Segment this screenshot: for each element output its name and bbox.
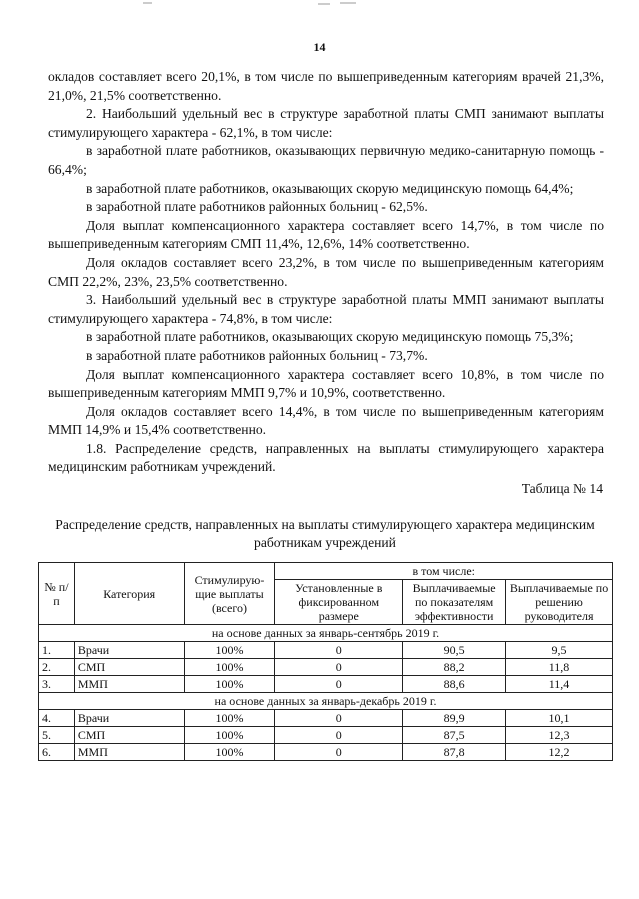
table-cell: Врачи xyxy=(74,710,184,727)
section-row xyxy=(39,693,613,710)
table-row xyxy=(39,744,613,761)
table-title: Распределение средств, направленных на выплаты стимулирующего характера медицинским работникам учреждений xyxy=(55,517,595,550)
header-category: Категория xyxy=(74,563,184,625)
table-cell: 0 xyxy=(275,727,403,744)
section-label: на основе данных за январь-декабрь 2019 г. xyxy=(39,693,613,710)
paragraph: в заработной плате работников районных больниц - 73,7%. xyxy=(86,347,428,363)
table-cell: ММП xyxy=(74,676,184,693)
table-cell: 0 xyxy=(275,676,403,693)
table-cell: Врачи xyxy=(74,642,184,659)
table-cell: 0 xyxy=(275,744,403,761)
table-cell: ММП xyxy=(74,744,184,761)
header-including: в том числе: xyxy=(275,563,613,580)
section-row xyxy=(39,625,613,642)
header-head-decision: Выплачиваемые по решению руководителя xyxy=(506,580,613,625)
table-cell: 2. xyxy=(39,659,75,676)
paragraph: 2. Наибольший удельный вес в структуре заработной платы СМП занимают выплаты стимулирующего характера - 62,1%, в том числе: xyxy=(48,106,604,140)
header-performance: Выплачиваемые по показателям эффективности xyxy=(403,580,506,625)
paragraph: в заработной плате работников, оказывающих скорую медицинскую помощь 75,3%; xyxy=(86,329,574,345)
header-num: № п/п xyxy=(39,563,75,625)
table-cell: 87,8 xyxy=(403,744,506,761)
table-cell: 89,9 xyxy=(403,710,506,727)
table-cell: СМП xyxy=(74,727,184,744)
paragraph: 3. Наибольший удельный вес в структуре заработной платы ММП занимают выплаты стимулирующего характера - 74,8%, в том числе: xyxy=(48,292,604,326)
section-label: на основе данных за январь-сентябрь 2019 г. xyxy=(39,625,613,642)
paragraph: Доля выплат компенсационного характера составляет всего 10,8%, в том числе по вышеприведенным категориям ММП 9,7% и 10,9%, соответственно. xyxy=(48,366,604,401)
table-cell: 100% xyxy=(184,727,275,744)
table-cell: 0 xyxy=(275,710,403,727)
table-cell: 12,3 xyxy=(506,727,613,744)
page-number: 14 xyxy=(313,40,326,54)
paragraph: Доля окладов составляет всего 23,2%, в том числе по вышеприведенным категориям СМП 22,2%, 23%, 23,5% соответственно. xyxy=(48,254,604,289)
table-row xyxy=(39,676,613,693)
table-cell: 88,6 xyxy=(403,676,506,693)
table-cell: 0 xyxy=(275,642,403,659)
table-cell: 12,2 xyxy=(506,744,613,761)
header-stim-total: Стимулирую-щие выплаты (всего) xyxy=(184,563,275,625)
table-cell: 0 xyxy=(275,659,403,676)
table-cell: 5. xyxy=(39,727,75,744)
table-cell: 3. xyxy=(39,676,75,693)
paragraph: окладов составляет всего 20,1%, в том числе по вышеприведенным категориям врачей 21,3%, 21,0%, 21,5% соответственно. xyxy=(48,69,604,103)
table-cell: 100% xyxy=(184,710,275,727)
table-label: Таблица № 14 xyxy=(521,481,603,496)
table-row xyxy=(39,710,613,727)
table-cell: 88,2 xyxy=(403,659,506,676)
paragraph: в заработной плате работников районных больниц - 62,5%. xyxy=(86,199,428,215)
table-cell: 11,4 xyxy=(506,676,613,693)
table-cell: 87,5 xyxy=(403,727,506,744)
table-row xyxy=(39,659,613,676)
table-cell: СМП xyxy=(74,659,184,676)
paragraph: в заработной плате работников, оказывающих скорую медицинскую помощь 64,4%; xyxy=(86,180,574,196)
table-cell: 90,5 xyxy=(403,642,506,659)
table-cell: 10,1 xyxy=(506,710,613,727)
table-cell: 9,5 xyxy=(506,642,613,659)
distribution-table xyxy=(38,562,613,761)
table-cell: 100% xyxy=(184,659,275,676)
table-cell: 100% xyxy=(184,642,275,659)
body-text xyxy=(48,68,604,477)
paragraph: Доля окладов составляет всего 14,4%, в том числе по вышеприведенным категориям ММП 14,9% и 15,4% соответственно. xyxy=(48,403,604,438)
table-cell: 6. xyxy=(39,744,75,761)
paragraph: в заработной плате работников, оказывающих первичную медико-санитарную помощь - 66,4%; xyxy=(48,143,604,177)
table-cell: 1. xyxy=(39,642,75,659)
scan-marks xyxy=(0,0,639,12)
table-cell: 100% xyxy=(184,744,275,761)
table-cell: 4. xyxy=(39,710,75,727)
paragraph: 1.8. Распределение средств, направленных на выплаты стимулирующего характера медицинским работникам учреждений. xyxy=(48,440,604,475)
table-cell: 11,8 xyxy=(506,659,613,676)
table-row xyxy=(39,727,613,744)
header-fixed: Установленные в фиксированном размере xyxy=(275,580,403,625)
table-cell: 100% xyxy=(184,676,275,693)
paragraph: Доля выплат компенсационного характера составляет всего 14,7%, в том числе по вышеприведенным категориям СМП 11,4%, 12,6%, 14% соответственно. xyxy=(48,217,604,252)
table-row xyxy=(39,642,613,659)
